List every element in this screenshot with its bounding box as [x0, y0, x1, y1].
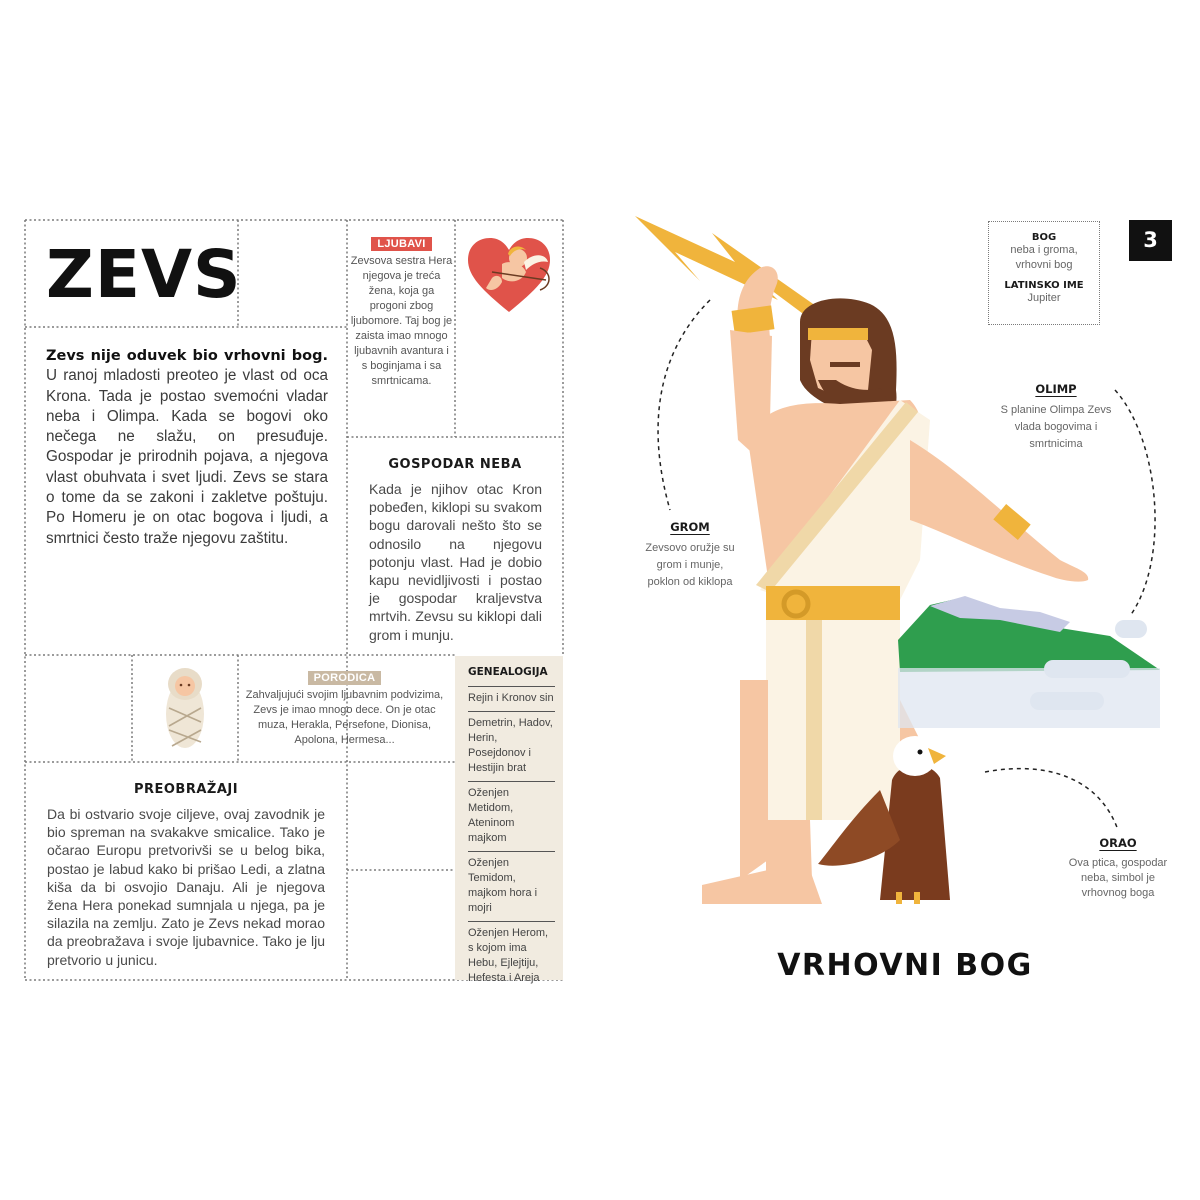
genealogy-heading: GENEALOGIJA — [468, 666, 548, 678]
intro-paragraph — [46, 346, 328, 549]
page-number: 3 — [1129, 220, 1172, 261]
genealogy-item: Demetrin, Hadov, Herin, Posejdonov i Hestijin brat — [468, 711, 555, 781]
orao-title: ORAO — [1099, 836, 1137, 850]
grom-label — [640, 520, 740, 591]
genealogy-item: Rejin i Kronov sin — [468, 686, 555, 711]
page-title: ZEVS — [46, 236, 242, 313]
intro-bold: Zevs nije oduvek bio vrhovni bog. — [46, 348, 328, 364]
preobrazaji-heading: PREOBRAŽAJI — [133, 782, 239, 797]
olimp-leader-line — [1115, 390, 1155, 616]
heart-cupid-icon — [462, 232, 557, 317]
porodica-tag: PORODICA — [308, 671, 382, 685]
grom-title: GROM — [670, 520, 710, 534]
genealogy-item: Oženjen Temidom, majkom hora i mojri — [468, 851, 555, 921]
grom-text: Zevsovo oružje su grom i munje, poklon od kiklopa — [645, 542, 735, 588]
grom-leader-line — [658, 300, 710, 510]
intro-text: U ranoj mladosti preoteo je vlast od oca Krona. Tada je postao svemoćni vladar neba i Olimpa. Kada se bogovi oko nečega ne slažu, on presuđuje. Gospodar je prirodnih pojava, a njegova vlast obuhvata i svet ljudi. Zevs se stara o tome da se zakoni i zakletve poštuju. Po Homeru je on otac bogova i ljudi, a smrtnici često traže njegovu zaštitu. — [46, 367, 328, 547]
info-bog-value: neba i groma, vrhovni bog — [1010, 244, 1078, 271]
ljubavi-text: Zevsova sestra Hera njegova je treća žena, koja ga progoni zbog ljubomore. Taj bog je zaista imao mnogo ljubavnih avantura i s boginjama i sa smrtnicama. — [350, 255, 453, 387]
orao-label — [1064, 836, 1172, 901]
lightning-bolt-icon — [635, 216, 826, 316]
olimp-title: OLIMP — [1035, 382, 1077, 396]
genealogy-item: Oženjen Herom, s kojom ima Hebu, Ejlejtiju, Hefesta i Areja — [468, 921, 555, 991]
caption-title: VRHOVNI BOG — [777, 948, 1033, 983]
info-bog-label: BOG — [1031, 232, 1057, 243]
porodica-box — [242, 668, 447, 748]
gospodar-heading: GOSPODAR NEBA — [388, 457, 522, 472]
preobrazaji-text: Da bi ostvario svoje ciljeve, ovaj zavodnik je bio spreman na svakakve smicalice. Tako je očarao Europu pretvorivši se u belog bika, postao je labud kako bi prišao Ledi, a zlatna kiša da bi osvojio Danaju. Ali je njegova žena Hera ponekad sumnjala u njega, pa je silazila na zemlju. Zato je Zevs nekad morao da preobražava i svoje ljubavnice. Tako je lju pretvorio u junicu. — [47, 806, 325, 968]
info-latin-value: Jupiter — [1027, 292, 1061, 304]
ljubavi-tag: LJUBAVI — [371, 237, 431, 251]
orao-leader-line — [985, 769, 1118, 830]
genealogy-item: Oženjen Metidom, Ateninom majkom — [468, 781, 555, 851]
gospodar-text: Kada je njihov otac Kron pobeđen, kiklopi su svakom bogu darovali nešto što se odnosilo na njegovu potonju vlast. Had je dobio kapu nevidljivosti i postao je gospodar kraljevstva mrtvih. Zevsu su kiklopi dali grom i munju. — [369, 481, 542, 643]
ljubavi-box — [350, 234, 453, 389]
genealogy-panel — [455, 656, 563, 984]
olimp-text: S planine Olimpa Zevs vlada bogovima i smrtnicima — [1000, 404, 1112, 450]
swaddled-baby-icon — [160, 664, 210, 752]
porodica-text: Zahvaljujući svojim ljubavnim podvizima, Zevs je imao mnogo dece. On je otac muza, Herakla, Persefone, Dionisa, Apolona, Hermesa... — [245, 689, 444, 746]
olimp-label — [995, 382, 1117, 453]
orao-text: Ova ptica, gospodar neba, simbol je vrhovnog boga — [1068, 857, 1168, 899]
info-latin-label: LATINSKO IME — [1004, 280, 1084, 291]
